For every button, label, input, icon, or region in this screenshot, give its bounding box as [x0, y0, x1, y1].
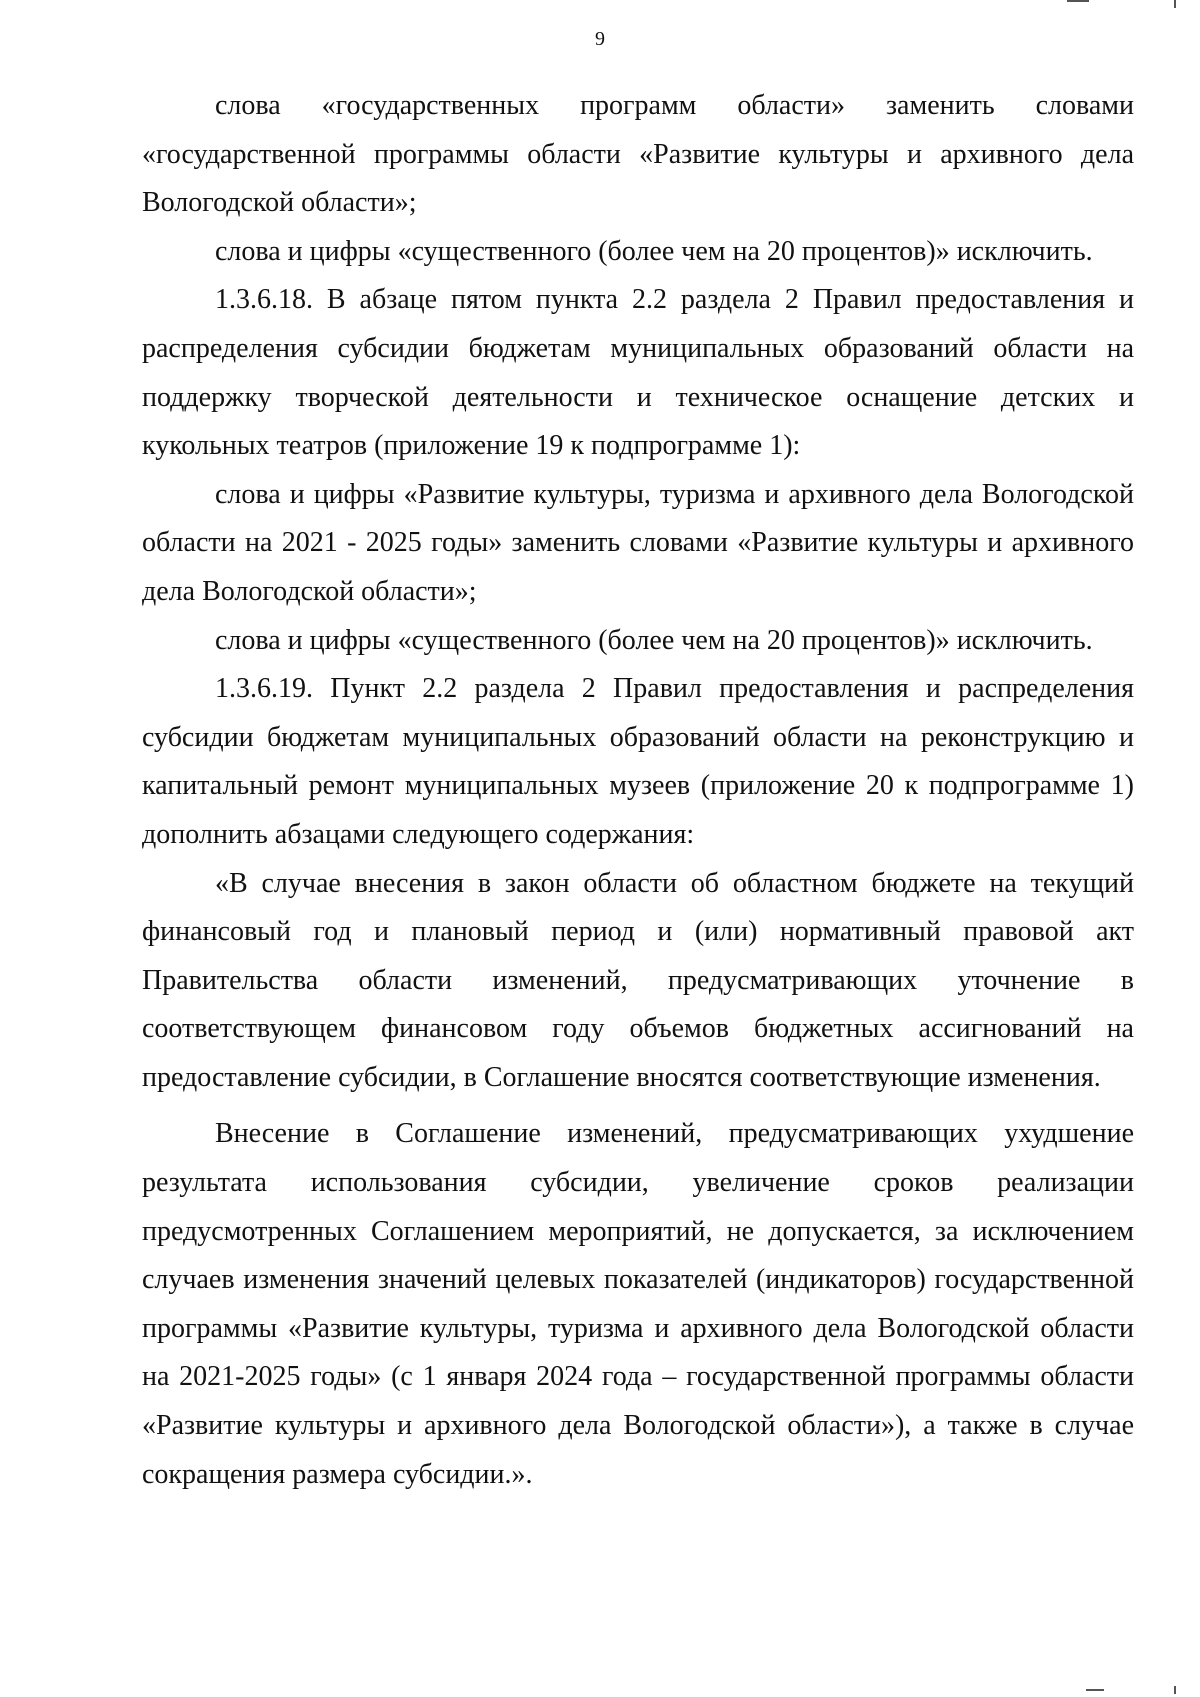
paragraph: Внесение в Соглашение изменений, предусматривающих ухудшение результата использования субсидии, увеличение сроков реализации предусмотренных Соглашением мероприятий, не допускается, за исключением случаев изменения значений целевых показателей (индикаторов) государственной программы «Развитие культуры, туризма и архивного дела Вологодской области на 2021-2025 годы» (с 1 января 2024 года – государственной программы области «Развитие культуры и архивного дела Вологодской области»), а также в случае сокращения размера субсидии.».	[142, 1118, 1134, 1490]
scan-mark	[1086, 1689, 1104, 1691]
paragraph: «В случае внесения в закон области об областном бюджете на текущий финансовый год и плановый период и (или) нормативный правовой акт Правительства области изменений, предусматривающих уточнение в соответствующем финансовом году объемов бюджетных ассигнований на предоставление субсидии, в Соглашение вносятся соответствующие изменения.	[142, 867, 1134, 1093]
paragraph: 1.3.6.19. Пункт 2.2 раздела 2 Правил предоставления и распределения субсидии бюджетам муниципальных образований области на реконструкцию и капитальный ремонт муниципальных музеев (приложение 20 к подпрограмме 1) дополнить абзацами следующего содержания:	[142, 673, 1134, 850]
page-number: 9	[595, 28, 605, 50]
paragraph: слова и цифры «существенного (более чем на 20 процентов)» исключить.	[215, 624, 1093, 656]
paragraph: слова и цифры «Развитие культуры, туризма и архивного дела Вологодской области на 2021 - 2025 годы» заменить словами «Развитие культуры и архивного дела Вологодской области»;	[142, 478, 1134, 607]
scan-mark	[1174, 1686, 1176, 1694]
paragraph: слова и цифры «существенного (более чем на 20 процентов)» исключить.	[215, 235, 1093, 267]
document-body	[142, 82, 1134, 1499]
scan-mark	[1067, 0, 1089, 2]
scan-mark	[1174, 0, 1176, 8]
paragraph: 1.3.6.18. В абзаце пятом пункта 2.2 раздела 2 Правил предоставления и распределения субсидии бюджетам муниципальных образований области на поддержку творческой деятельности и техническое оснащение детских и кукольных театров (приложение 19 к подпрограмме 1):	[142, 284, 1134, 462]
paragraph: слова «государственных программ области» заменить словами «государственной программы области «Развитие культуры и архивного дела Вологодской области»;	[142, 90, 1134, 219]
